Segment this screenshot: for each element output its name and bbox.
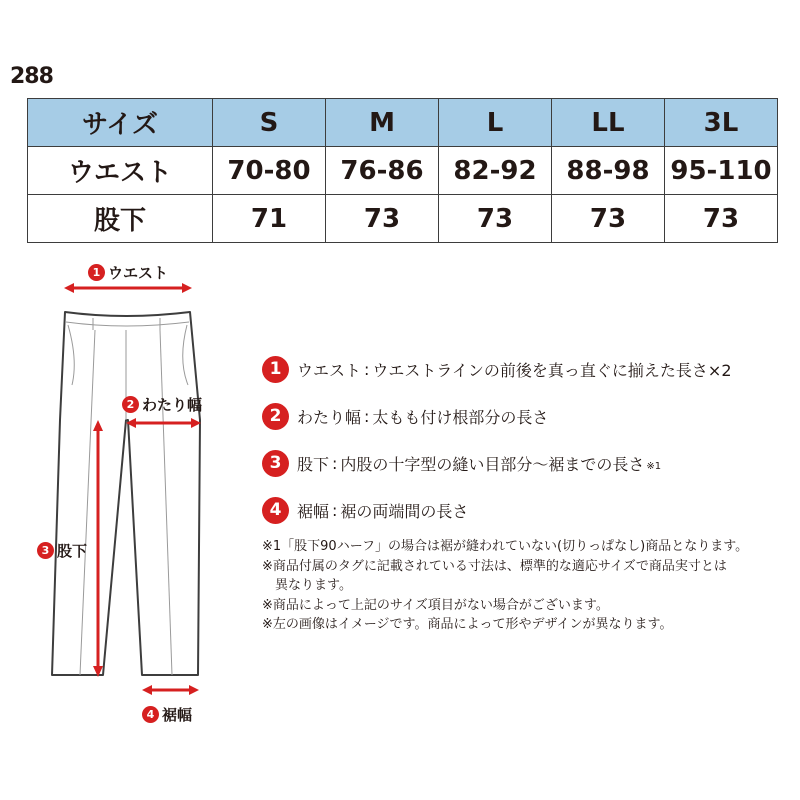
legend-label-thigh: わたり幅 (297, 407, 362, 427)
legend-number-3: 3 (262, 450, 289, 477)
size-row-waist (28, 147, 778, 195)
waist-arrow-head-right (182, 283, 192, 293)
legend-separator: : (364, 359, 370, 379)
legend-desc-hem: 裾の両端間の長さ (340, 501, 469, 521)
note-2-continued: 異なります。 (275, 578, 352, 593)
legend-footnote-marker: ※1 (646, 460, 662, 472)
inseam-value-3l: 73 (665, 195, 778, 243)
waist-arrow-head-left (64, 283, 74, 293)
legend-separator: : (332, 453, 338, 473)
diagram-text-hem: 裾幅 (162, 706, 193, 724)
legend-item-thigh (262, 401, 792, 431)
size-header-l: L (439, 99, 552, 147)
note-3: ※商品によって上記のサイズ項目がない場合がございます。 (262, 597, 609, 613)
pocket-right (183, 325, 188, 385)
size-row-inseam (28, 195, 778, 243)
waist-value-3l: 95-110 (665, 147, 778, 195)
size-header-ll: LL (552, 99, 665, 147)
notes-section (262, 537, 792, 635)
diagram-text-thigh: わたり幅 (142, 396, 203, 414)
legend-item-waist (262, 354, 792, 384)
diagram-text-inseam: 股下 (57, 542, 88, 560)
waist-value-ll: 88-98 (552, 147, 665, 195)
note-4: ※左の画像はイメージです。商品によって形やデザインが異なります。 (262, 617, 673, 632)
inseam-value-m: 73 (326, 195, 439, 243)
size-header-row (28, 99, 778, 147)
inseam-arrow-head-top (93, 420, 103, 431)
legend-separator: : (364, 406, 370, 426)
diagram-label-waist (88, 262, 168, 283)
waist-value-l: 82-92 (439, 147, 552, 195)
row-label-inseam: 股下 (28, 195, 213, 243)
note-2: ※商品付属のタグに記載されている寸法は、標準的な適応サイズで商品実寸とは (262, 558, 727, 574)
legend-number-4: 4 (262, 497, 289, 524)
size-header-s: S (213, 99, 326, 147)
hem-arrow-head-left (142, 685, 152, 695)
pocket-left (68, 325, 74, 385)
legend-desc-thigh: 太もも付け根部分の長さ (372, 407, 549, 427)
size-table (27, 98, 778, 243)
size-header-label: サイズ (28, 99, 213, 147)
measurement-legend (262, 354, 792, 542)
diagram-label-thigh (122, 394, 202, 415)
crease-left (80, 330, 95, 675)
diagram-number-1: 1 (88, 264, 105, 281)
legend-item-hem (262, 495, 792, 525)
hem-arrow-head-right (189, 685, 199, 695)
legend-number-2: 2 (262, 403, 289, 430)
inseam-value-ll: 73 (552, 195, 665, 243)
legend-separator: : (332, 500, 338, 520)
waist-value-s: 70-80 (213, 147, 326, 195)
size-header-m: M (326, 99, 439, 147)
note-1: ※1「股下90ハーフ」の場合は裾が縫われていない(切りっぱなし)商品となります。 (262, 539, 749, 554)
legend-label-hem: 裾幅 (297, 501, 330, 521)
diagram-label-hem (142, 704, 192, 725)
legend-item-inseam (262, 448, 792, 478)
legend-label-inseam: 股下 (297, 454, 330, 474)
legend-number-1: 1 (262, 356, 289, 383)
row-label-waist: ウエスト (28, 147, 213, 195)
legend-desc-inseam: 内股の十字型の縫い目部分～裾までの長さ (340, 454, 645, 474)
diagram-number-3: 3 (37, 542, 54, 559)
diagram-number-4: 4 (142, 706, 159, 723)
legend-desc-waist: ウエストラインの前後を真っ直ぐに揃えた長さ×2 (372, 360, 732, 380)
waistband-line (66, 322, 189, 326)
diagram-label-inseam (37, 540, 87, 561)
pants-diagram (0, 255, 240, 730)
diagram-text-waist: ウエスト (108, 264, 169, 282)
waist-value-m: 76-86 (326, 147, 439, 195)
diagram-number-2: 2 (122, 396, 139, 413)
size-header-3l: 3L (665, 99, 778, 147)
inseam-value-l: 73 (439, 195, 552, 243)
crease-right (160, 330, 172, 675)
model-number: 288 (10, 64, 53, 89)
legend-label-waist: ウエスト (297, 360, 362, 380)
inseam-value-s: 71 (213, 195, 326, 243)
